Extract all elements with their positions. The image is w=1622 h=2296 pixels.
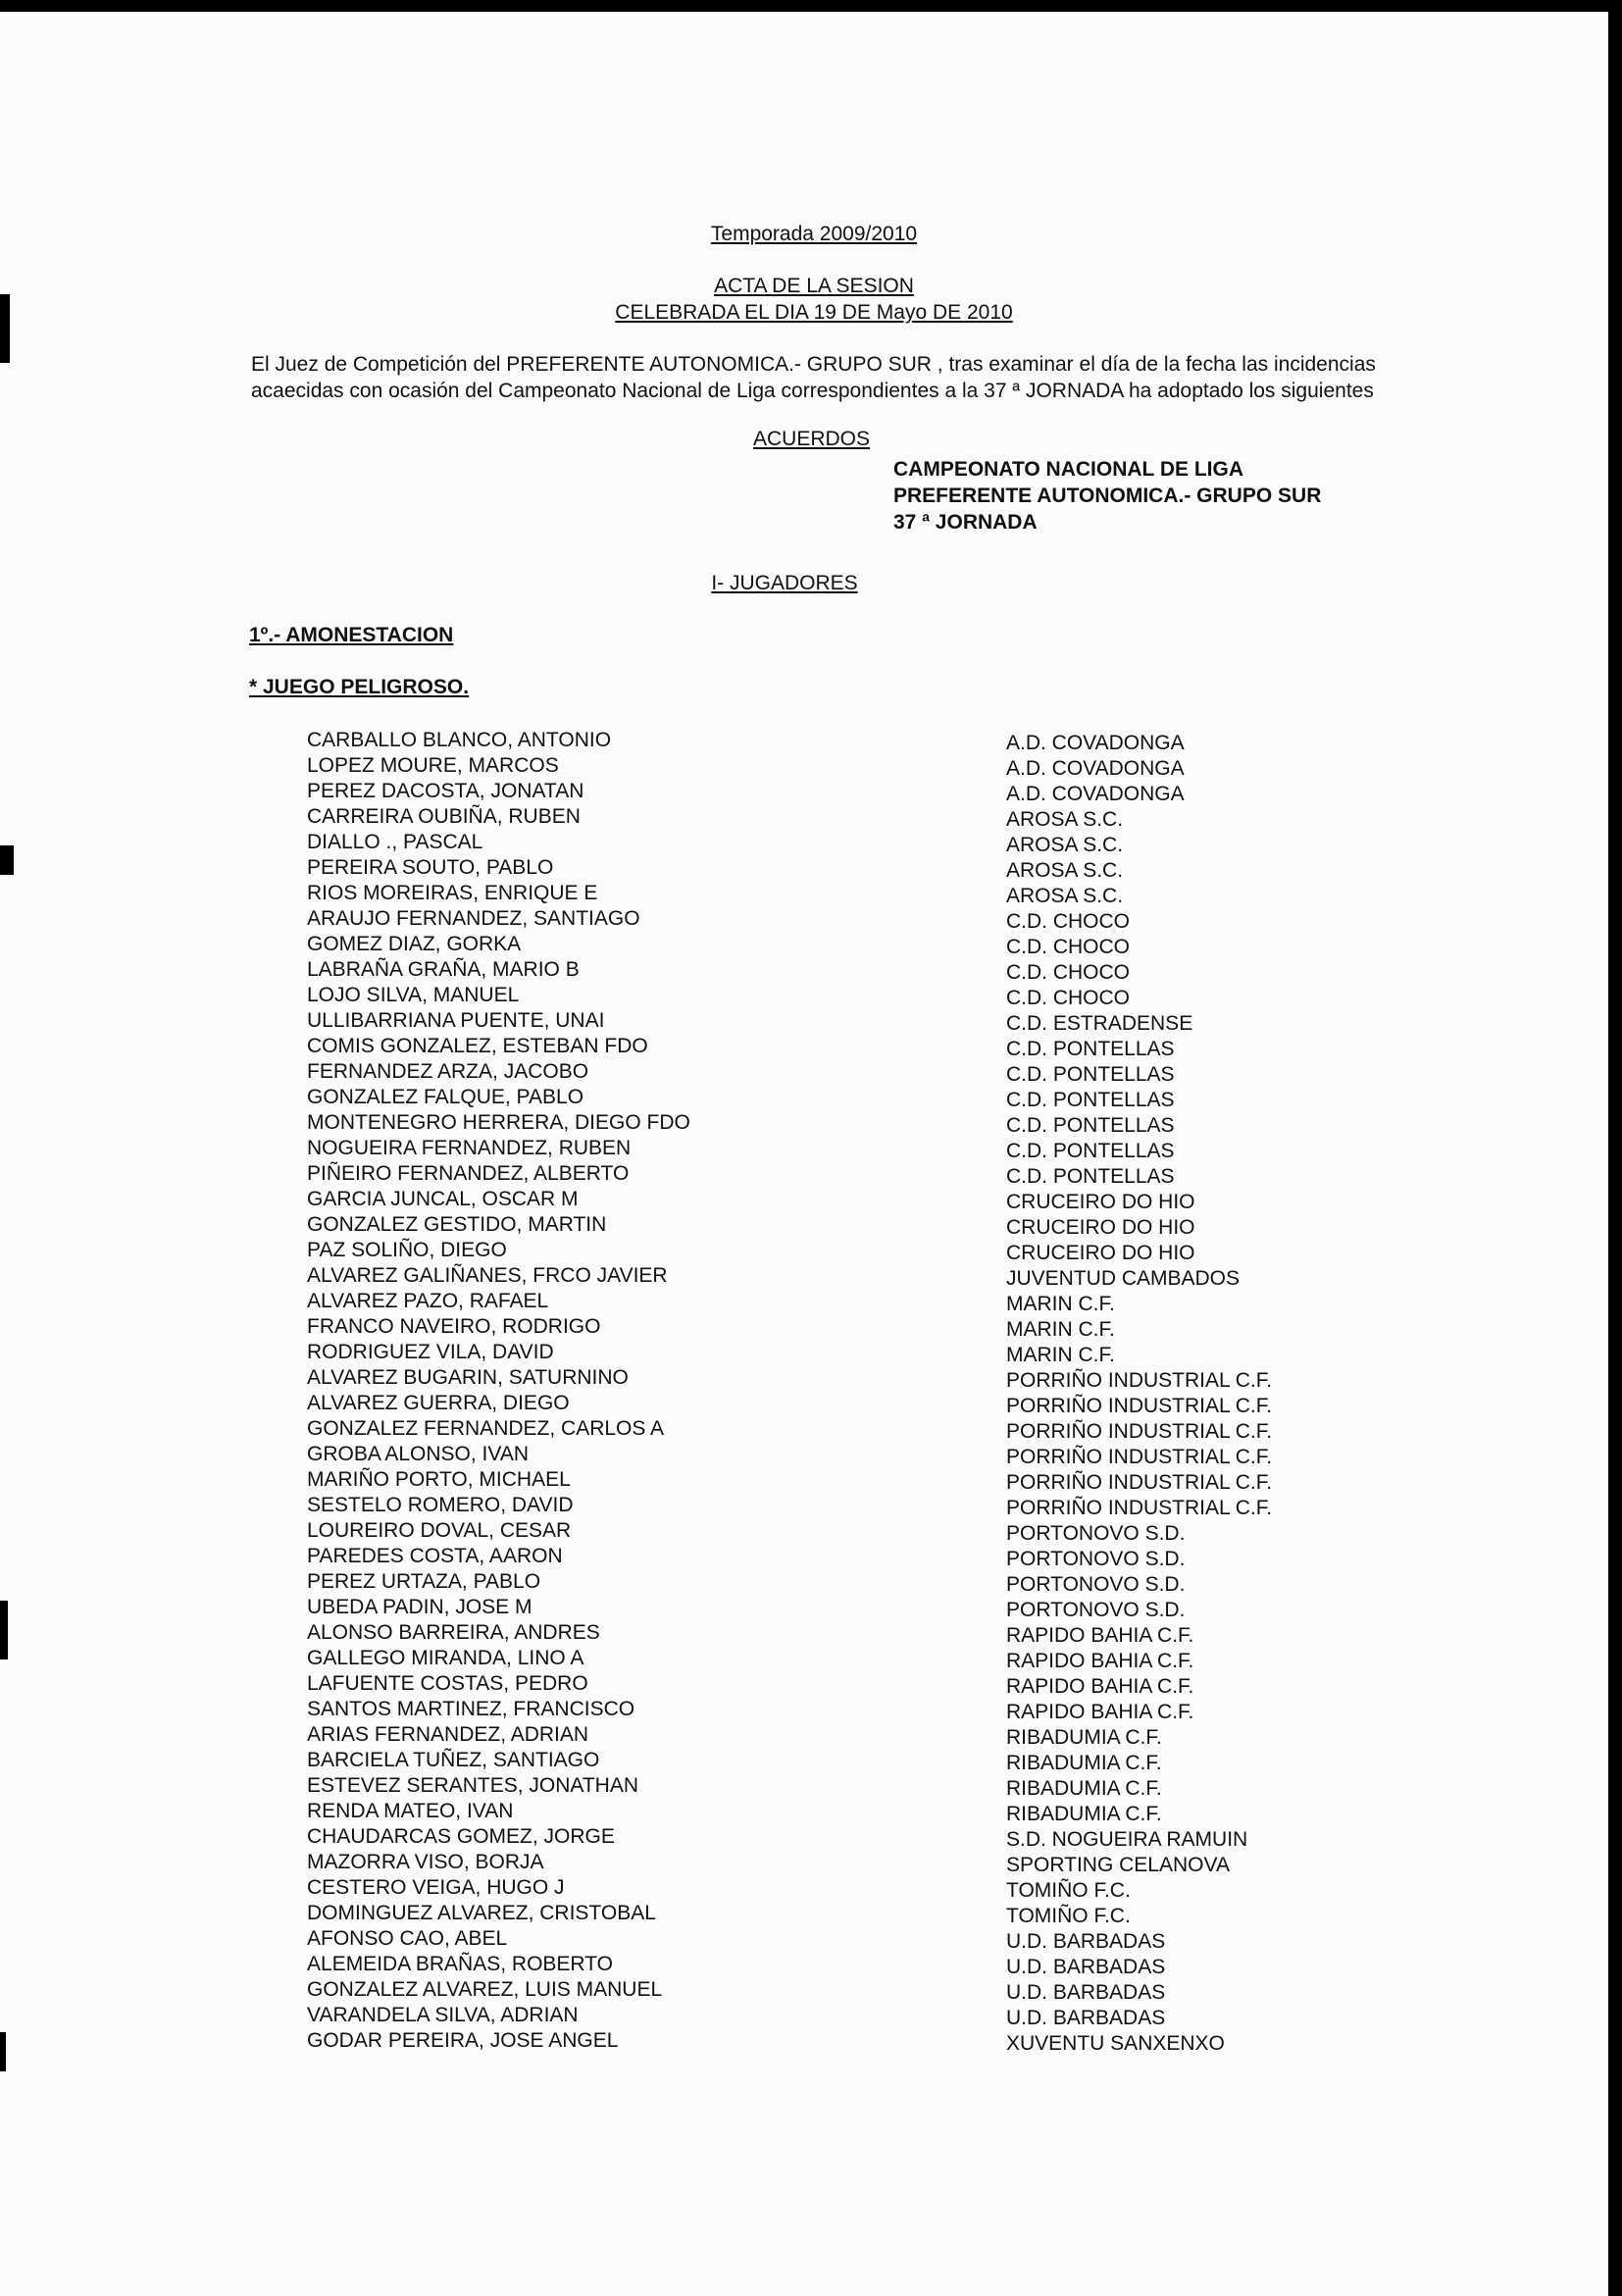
player-club: AROSA S.C. [1006,885,1124,907]
player-row [0,1085,1569,1110]
player-name: DOMINGUEZ ALVAREZ, CRISTOBAL [307,1902,656,1924]
player-club: S.D. NOGUEIRA RAMUIN [1006,1828,1248,1851]
player-row [0,1620,1569,1646]
player-row [0,1544,1569,1569]
player-name: GARCIA JUNCAL, OSCAR M [307,1188,579,1210]
player-club: C.D. CHOCO [1006,936,1130,958]
player-club: SPORTING CELANOVA [1006,1854,1230,1876]
player-club: U.D. BARBADAS [1006,2007,1166,2029]
player-row [0,1697,1569,1722]
player-club: PORTONOVO S.D. [1006,1548,1186,1570]
player-club: PORRIÑO INDUSTRIAL C.F. [1006,1446,1273,1468]
player-club: RIBADUMIA C.F. [1006,1752,1162,1774]
player-row [0,1671,1569,1697]
player-row [0,1518,1569,1544]
player-club: C.D. CHOCO [1006,987,1130,1009]
player-club: TOMIÑO F.C. [1006,1879,1131,1902]
player-name: ARIAS FERNANDEZ, ADRIAN [307,1723,589,1746]
player-row [0,983,1569,1008]
player-name: PEREZ URTAZA, PABLO [307,1570,541,1593]
player-name: ESTEVEZ SERANTES, JONATHAN [307,1774,638,1797]
player-club: CRUCEIRO DO HIO [1006,1242,1195,1264]
player-row [0,1569,1569,1595]
player-row [0,1824,1569,1850]
player-club: C.D. PONTELLAS [1006,1114,1175,1137]
player-name: PEREIRA SOUTO, PABLO [307,856,554,879]
player-club: AROSA S.C. [1006,834,1124,856]
player-club: U.D. BARBADAS [1006,1930,1166,1953]
player-row [0,1238,1569,1263]
player-row [0,1722,1569,1748]
player-row [0,1442,1569,1467]
player-name: ALVAREZ PAZO, RAFAEL [307,1290,549,1312]
player-row [0,1289,1569,1314]
player-row [0,855,1569,881]
player-name: SANTOS MARTINEZ, FRANCISCO [307,1698,635,1720]
player-club: C.D. PONTELLAS [1006,1089,1175,1111]
player-name: ULLIBARRIANA PUENTE, UNAI [307,1009,605,1032]
player-name: GROBA ALONSO, IVAN [307,1443,530,1465]
player-name: MAZORRA VISO, BORJA [307,1851,544,1873]
player-club: RAPIDO BAHIA C.F. [1006,1701,1194,1723]
player-row [0,1595,1569,1620]
player-name: CESTERO VEIGA, HUGO J [307,1876,565,1899]
player-name: CHAUDARCAS GOMEZ, JORGE [307,1825,615,1848]
player-club: RIBADUMIA C.F. [1006,1803,1162,1825]
player-name: GONZALEZ FALQUE, PABLO [307,1086,584,1108]
player-club: AROSA S.C. [1006,808,1124,831]
player-name: ALVAREZ GUERRA, DIEGO [307,1392,570,1414]
player-name: BARCIELA TUÑEZ, SANTIAGO [307,1749,600,1771]
player-name: DIALLO ., PASCAL [307,831,483,853]
category-heading: * JUEGO PELIGROSO. [249,676,470,698]
section-heading: I- JUGADORES [711,572,858,594]
player-row [0,1748,1569,1773]
player-row [0,1646,1569,1671]
player-club: C.D. ESTRADENSE [1006,1012,1193,1035]
player-club: C.D. PONTELLAS [1006,1038,1175,1060]
player-club: PORRIÑO INDUSTRIAL C.F. [1006,1420,1273,1443]
player-club: JUVENTUD CAMBADOS [1006,1267,1241,1290]
player-name: LOPEZ MOURE, MARCOS [307,754,559,777]
subsection-heading: 1º.- AMONESTACION [249,624,454,646]
player-club: PORTONOVO S.D. [1006,1573,1186,1596]
player-name: MARIÑO PORTO, MICHAEL [307,1468,571,1491]
player-club: RAPIDO BAHIA C.F. [1006,1675,1194,1698]
player-row [0,1850,1569,1875]
player-club: A.D. COVADONGA [1006,732,1185,754]
player-club: AROSA S.C. [1006,859,1124,882]
player-name: LOJO SILVA, MANUEL [307,984,520,1006]
player-club: MARIN C.F. [1006,1344,1115,1366]
player-club: RIBADUMIA C.F. [1006,1726,1162,1749]
season-title: Temporada 2009/2010 [710,223,918,245]
player-club: XUVENTU SANXENXO [1006,2032,1225,2055]
player-name: GOMEZ DIAZ, GORKA [307,933,522,955]
player-row [0,804,1569,830]
player-name: RODRIGUEZ VILA, DAVID [307,1341,554,1363]
player-name: RIOS MOREIRAS, ENRIQUE E [307,882,598,904]
player-row [0,1110,1569,1136]
player-name: LAFUENTE COSTAS, PEDRO [307,1672,588,1695]
player-name: SESTELO ROMERO, DAVID [307,1494,574,1516]
player-row [0,1467,1569,1493]
session-date-title: CELEBRADA EL DIA 19 DE Mayo DE 2010 [615,301,1013,324]
player-club: PORTONOVO S.D. [1006,1522,1186,1545]
player-club: A.D. COVADONGA [1006,757,1185,780]
acta-title: ACTA DE LA SESION [714,275,914,297]
player-name: COMIS GONZALEZ, ESTEBAN FDO [307,1035,648,1057]
player-club: PORRIÑO INDUSTRIAL C.F. [1006,1471,1273,1494]
player-club: C.D. PONTELLAS [1006,1063,1175,1086]
player-row [0,753,1569,779]
player-club: C.D. PONTELLAS [1006,1140,1175,1162]
player-club: PORRIÑO INDUSTRIAL C.F. [1006,1395,1273,1417]
player-row [0,1365,1569,1391]
player-row [0,1059,1569,1085]
intro-paragraph [251,351,1467,404]
player-row [0,1008,1569,1034]
player-row [0,1926,1569,1952]
player-name: FERNANDEZ ARZA, JACOBO [307,1060,589,1083]
intro-line: acaecidas con ocasión del Campeonato Nacional de Liga correspondientes a la 37 ª JORNADA ha adoptado los siguientes [251,380,1374,402]
player-row [0,1340,1569,1365]
player-name: PAZ SOLIÑO, DIEGO [307,1239,507,1261]
player-name: GALLEGO MIRANDA, LINO A [307,1647,584,1669]
player-name: LOUREIRO DOVAL, CESAR [307,1519,572,1542]
player-club: CRUCEIRO DO HIO [1006,1191,1195,1213]
competition-line: PREFERENTE AUTONOMICA.- GRUPO SUR [893,485,1322,507]
player-club: RIBADUMIA C.F. [1006,1777,1162,1800]
player-row [0,728,1569,753]
player-club: MARIN C.F. [1006,1293,1115,1315]
player-row [0,1799,1569,1824]
player-row [0,779,1569,804]
player-club: C.D. CHOCO [1006,961,1130,984]
player-club: PORRIÑO INDUSTRIAL C.F. [1006,1497,1273,1519]
player-club: MARIN C.F. [1006,1318,1115,1341]
player-name: NOGUEIRA FERNANDEZ, RUBEN [307,1137,632,1159]
player-row [0,1773,1569,1799]
player-name: CARREIRA OUBIÑA, RUBEN [307,805,581,828]
player-row [0,1416,1569,1442]
player-name: ALONSO BARREIRA, ANDRES [307,1621,600,1644]
competition-block [893,456,1321,536]
player-row [0,2003,1569,2028]
player-club: RAPIDO BAHIA C.F. [1006,1624,1194,1647]
player-name: ALEMEIDA BRAÑAS, ROBERTO [307,1953,613,1975]
player-name: AFONSO CAO, ABEL [307,1927,508,1950]
player-row [0,1212,1569,1238]
player-name: RENDA MATEO, IVAN [307,1800,514,1822]
competition-line: CAMPEONATO NACIONAL DE LIGA [893,458,1244,481]
player-club: U.D. BARBADAS [1006,1981,1166,2004]
player-name: GONZALEZ GESTIDO, MARTIN [307,1213,607,1236]
player-name: VARANDELA SILVA, ADRIAN [307,2004,579,2026]
player-name: UBEDA PADIN, JOSE M [307,1596,532,1618]
competition-line: 37 ª JORNADA [893,511,1038,534]
player-row [0,906,1569,932]
player-name: ALVAREZ BUGARIN, SATURNINO [307,1366,629,1389]
player-row [0,1034,1569,1059]
player-name: FRANCO NAVEIRO, RODRIGO [307,1315,601,1338]
player-name: MONTENEGRO HERRERA, DIEGO FDO [307,1111,690,1134]
player-club: TOMIÑO F.C. [1006,1905,1131,1927]
player-name: GODAR PEREIRA, JOSE ANGEL [307,2029,619,2052]
player-name: PAREDES COSTA, AARON [307,1545,563,1567]
player-name: LABRAÑA GRAÑA, MARIO B [307,958,580,981]
player-row [0,957,1569,983]
player-row [0,1952,1569,1977]
player-club: C.D. PONTELLAS [1006,1165,1175,1188]
player-name: GONZALEZ ALVAREZ, LUIS MANUEL [307,1978,663,2001]
player-row [0,1187,1569,1212]
player-club: PORTONOVO S.D. [1006,1599,1186,1621]
player-row [0,830,1569,855]
player-club: C.D. CHOCO [1006,910,1130,933]
player-row [0,1493,1569,1518]
player-row [0,1263,1569,1289]
player-row [0,1391,1569,1416]
player-club: CRUCEIRO DO HIO [1006,1216,1195,1239]
player-row [0,881,1569,906]
player-name: GONZALEZ FERNANDEZ, CARLOS A [307,1417,665,1440]
player-row [0,1314,1569,1340]
player-list [0,728,1569,2054]
player-row [0,1161,1569,1187]
intro-line: El Juez de Competición del PREFERENTE AUTONOMICA.- GRUPO SUR , tras examinar el día de la fecha las incidencias [251,353,1376,376]
player-row [0,1875,1569,1901]
player-name: ALVAREZ GALIÑANES, FRCO JAVIER [307,1264,668,1287]
player-club: RAPIDO BAHIA C.F. [1006,1650,1194,1672]
player-name: ARAUJO FERNANDEZ, SANTIAGO [307,907,640,930]
player-row [0,1901,1569,1926]
player-row [0,2028,1569,2054]
player-name: CARBALLO BLANCO, ANTONIO [307,729,612,751]
player-name: PIÑEIRO FERNANDEZ, ALBERTO [307,1162,630,1185]
acuerdos-heading: ACUERDOS [753,428,871,450]
player-club: PORRIÑO INDUSTRIAL C.F. [1006,1369,1273,1392]
player-club: U.D. BARBADAS [1006,1956,1166,1978]
player-row [0,1136,1569,1161]
player-name: PEREZ DACOSTA, JONATAN [307,780,584,802]
player-row [0,1977,1569,2003]
player-club: A.D. COVADONGA [1006,783,1185,805]
player-row [0,932,1569,957]
